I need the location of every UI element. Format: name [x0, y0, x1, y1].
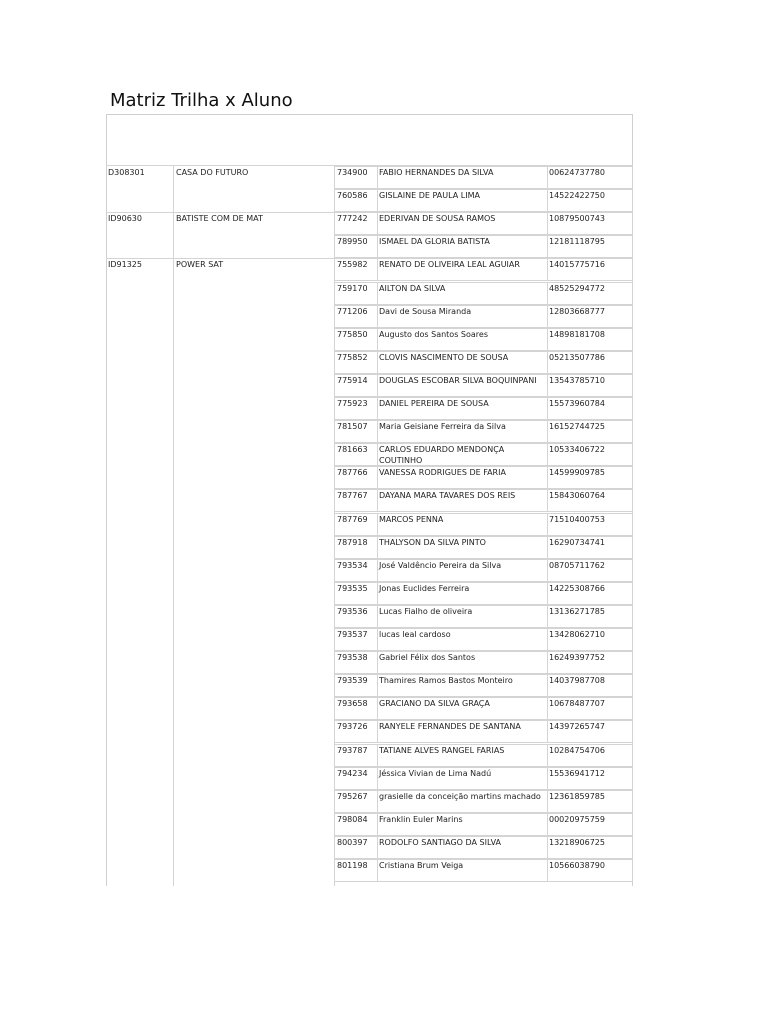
student-cpf: 00624737780	[549, 168, 605, 177]
cell-divider	[377, 306, 378, 327]
student-name: RODOLFO SANTIAGO DA SILVA	[379, 837, 501, 847]
cell-divider	[547, 675, 548, 696]
cell-divider	[377, 514, 378, 535]
student-cpf: 13218906725	[549, 837, 605, 847]
student-name: DAYANA MARA TAVARES DOS REIS	[379, 491, 516, 501]
cell-divider	[547, 652, 548, 673]
student-cpf: 12803668777	[549, 306, 605, 316]
student-id: 760586	[337, 191, 368, 201]
student-name: Lucas Fialho de oliveira	[379, 606, 473, 616]
page-title: Matriz Trilha x Aluno	[110, 90, 293, 111]
cell-divider	[547, 190, 548, 211]
student-id: 787766	[337, 468, 368, 478]
student-name: CLOVIS NASCIMENTO DE SOUSA	[379, 352, 509, 362]
student-cpf: 00020975759	[549, 814, 605, 824]
student-cpf: 16249397752	[549, 653, 605, 663]
student-id: 801198	[337, 861, 368, 870]
cell-divider	[377, 791, 378, 812]
cell-divider	[377, 698, 378, 719]
cell-divider	[377, 814, 378, 835]
student-id: 787769	[337, 514, 368, 524]
cell-divider	[377, 167, 378, 188]
student-name: AILTON DA SILVA	[379, 283, 446, 293]
student-cpf: 16152744725	[549, 422, 605, 432]
student-id: 793787	[337, 745, 368, 755]
cell-divider	[547, 629, 548, 650]
cell-divider	[547, 791, 548, 812]
student-id: 787767	[337, 491, 368, 501]
student-cpf: 13543785710	[549, 375, 605, 385]
cell-divider	[547, 236, 548, 257]
student-name: Gabriel Félix dos Santos	[379, 653, 476, 663]
student-id: 734900	[337, 168, 368, 177]
student-cpf: 14225308766	[549, 583, 605, 593]
group-name: POWER SAT	[176, 260, 224, 270]
cell-divider	[547, 283, 548, 304]
student-cpf: 10284754706	[549, 745, 605, 755]
cell-divider	[377, 675, 378, 696]
student-cpf: 14522422750	[549, 191, 605, 201]
student-id: 795267	[337, 791, 368, 801]
cell-divider	[547, 306, 548, 327]
student-cpf: 10533406722	[549, 445, 605, 455]
cell-divider	[377, 768, 378, 789]
cell-divider	[547, 814, 548, 835]
student-cpf: 71510400753	[549, 514, 605, 524]
cell-divider	[547, 837, 548, 858]
student-id: 775852	[337, 352, 368, 362]
column-divider-code	[173, 166, 174, 886]
cell-divider	[547, 768, 548, 789]
student-id: 775923	[337, 399, 368, 408]
cell-divider	[377, 860, 378, 881]
cell-divider	[377, 652, 378, 673]
student-id: 787918	[337, 537, 368, 547]
student-name: ISMAEL DA GLORIA BATISTA	[379, 237, 490, 247]
student-id: 793536	[337, 606, 368, 616]
student-name: José Valdêncio Pereira da Silva	[379, 560, 502, 570]
student-cpf: 14037987708	[549, 676, 605, 686]
cell-divider	[377, 606, 378, 627]
cell-divider	[547, 352, 548, 373]
student-id: 755982	[337, 260, 368, 270]
student-name: FABIO HERNANDES DA SILVA	[379, 168, 494, 177]
cell-divider	[547, 583, 548, 604]
student-cpf: 12361859785	[549, 791, 605, 801]
cell-divider	[547, 698, 548, 719]
student-cpf: 15843060764	[549, 491, 605, 501]
cell-divider	[377, 190, 378, 211]
student-cpf: 14599909785	[549, 468, 605, 478]
cell-divider	[547, 490, 548, 511]
student-id: 798084	[337, 814, 368, 824]
student-name: THALYSON DA SILVA PINTO	[379, 537, 486, 547]
student-cpf: 15536941712	[549, 768, 605, 778]
cell-divider	[547, 213, 548, 234]
student-cpf: 14015775716	[549, 260, 605, 270]
student-name: Jéssica Vivian de Lima Nadú	[379, 768, 492, 778]
student-name: Augusto dos Santos Soares	[379, 329, 488, 339]
student-name: Franklin Euler Marins	[379, 814, 463, 824]
cell-divider	[377, 467, 378, 488]
group-code: ID90630	[108, 214, 142, 224]
cell-divider	[377, 213, 378, 234]
student-name: Maria Geisiane Ferreira da Silva	[379, 422, 506, 432]
cell-divider	[377, 490, 378, 511]
student-cpf: 10678487707	[549, 699, 605, 709]
student-id: 794234	[337, 768, 368, 778]
cell-divider	[547, 259, 548, 280]
cell-divider	[547, 329, 548, 350]
cell-divider	[547, 745, 548, 766]
cell-divider	[377, 721, 378, 742]
cell-divider	[547, 606, 548, 627]
student-cpf: 15573960784	[549, 399, 605, 408]
student-name: VANESSA RODRIGUES DE FARIA	[379, 468, 506, 478]
student-cpf: 13428062710	[549, 630, 605, 639]
cell-divider	[547, 421, 548, 442]
student-cpf: 16290734741	[549, 537, 605, 547]
cell-divider	[377, 421, 378, 442]
student-id: 789950	[337, 237, 368, 247]
cell-divider	[377, 745, 378, 766]
cell-divider	[377, 236, 378, 257]
cell-divider	[377, 629, 378, 650]
cell-divider	[377, 259, 378, 280]
student-name: lucas leal cardoso	[379, 630, 451, 639]
student-name: RANYELE FERNANDES DE SANTANA	[379, 722, 521, 732]
student-id: 771206	[337, 306, 368, 316]
student-id: 793658	[337, 699, 368, 709]
cell-divider	[547, 721, 548, 742]
student-cpf: 14898181708	[549, 329, 605, 339]
student-cpf: 08705711762	[549, 560, 605, 570]
student-cpf: 13136271785	[549, 606, 605, 616]
student-cpf: 12181118795	[549, 237, 605, 247]
student-id: 793537	[337, 630, 368, 639]
student-id: 775914	[337, 375, 368, 385]
student-id: 781507	[337, 422, 368, 432]
student-id: 777242	[337, 214, 368, 224]
student-name: MARCOS PENNA	[379, 514, 444, 524]
cell-divider	[547, 167, 548, 188]
cell-divider	[377, 283, 378, 304]
student-cpf: 14397265747	[549, 722, 605, 732]
student-cpf: 05213507786	[549, 352, 605, 362]
student-id: 793726	[337, 722, 368, 732]
cell-divider	[377, 537, 378, 558]
cell-divider	[547, 860, 548, 881]
cell-divider	[377, 837, 378, 858]
student-name: grasielle da conceição martins machado	[379, 791, 541, 801]
cell-divider	[377, 583, 378, 604]
student-id: 793534	[337, 560, 368, 570]
student-name: RENATO DE OLIVEIRA LEAL AGUIAR	[379, 260, 520, 270]
student-name: DOUGLAS ESCOBAR SILVA BOQUINPANI	[379, 375, 537, 385]
student-name: TATIANE ALVES RANGEL FARIAS	[379, 745, 505, 755]
cell-divider	[547, 467, 548, 488]
cell-divider	[377, 329, 378, 350]
group-name: CASA DO FUTURO	[176, 168, 249, 177]
student-id: 800397	[337, 837, 368, 847]
student-id: 759170	[337, 283, 368, 293]
cell-divider	[377, 398, 378, 419]
student-id: 793538	[337, 653, 368, 663]
student-name: GISLAINE DE PAULA LIMA	[379, 191, 480, 201]
cell-divider	[377, 352, 378, 373]
student-cpf: 10879500743	[549, 214, 605, 224]
student-id: 793535	[337, 583, 368, 593]
student-name: DANIEL PEREIRA DE SOUSA	[379, 399, 489, 408]
cell-divider	[547, 398, 548, 419]
student-name: EDERIVAN DE SOUSA RAMOS	[379, 214, 496, 224]
cell-divider	[547, 444, 548, 465]
cell-divider	[547, 514, 548, 535]
student-name: GRACIANO DA SILVA GRAÇA	[379, 699, 490, 709]
student-cpf: 48525294772	[549, 283, 605, 293]
student-name: CARLOS EDUARDO MENDONÇA COUTINHO	[379, 445, 505, 466]
table-header	[106, 114, 633, 166]
cell-divider	[377, 560, 378, 581]
group-code: ID91325	[108, 260, 142, 270]
cell-divider	[377, 444, 378, 465]
student-name: Jonas Euclides Ferreira	[379, 583, 470, 593]
student-name: Cristiana Brum Veiga	[379, 861, 464, 870]
student-id: 775850	[337, 329, 368, 339]
student-name: Davi de Sousa Miranda	[379, 306, 472, 316]
student-id: 781663	[337, 445, 368, 455]
cell-divider	[547, 375, 548, 396]
group-code: D308301	[108, 168, 145, 177]
cell-divider	[377, 375, 378, 396]
student-cpf: 10566038790	[549, 861, 605, 870]
cell-divider	[547, 560, 548, 581]
student-id: 793539	[337, 676, 368, 686]
cell-divider	[547, 537, 548, 558]
group-name: BATISTE COM DE MAT	[176, 214, 263, 224]
student-name: Thamires Ramos Bastos Monteiro	[379, 676, 513, 686]
